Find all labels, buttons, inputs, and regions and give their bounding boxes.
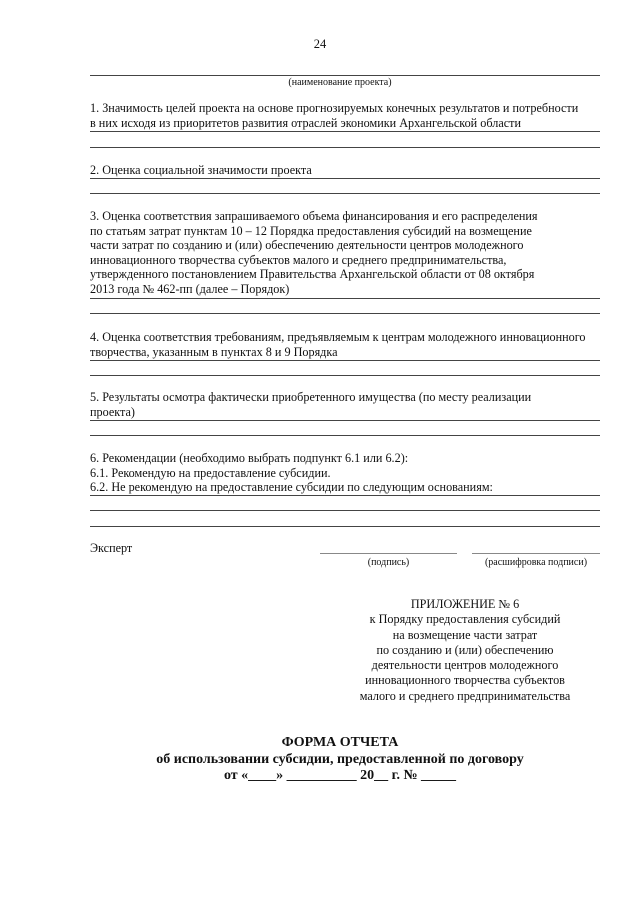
section-3-line: по статьям затрат пунктам 10 – 12 Порядка предоставления субсидий на возмещение (90, 223, 532, 238)
answer-line (90, 510, 600, 511)
answer-line (90, 131, 600, 132)
appendix-line: малого и среднего предпринимательства (359, 688, 571, 703)
section-3-line: 2013 года № 462-пп (далее – Порядок) (90, 281, 290, 296)
answer-line (90, 147, 600, 148)
section-3-line: части затрат по созданию и (или) обеспечению деятельности центров молодежного (90, 238, 524, 253)
section-4-line: 4. Оценка соответствия требованиям, предъявляемым к центрам молодежного инновационного (90, 330, 586, 344)
answer-line (90, 178, 600, 179)
section-1 (90, 101, 605, 130)
answer-line (90, 420, 600, 421)
project-name-line (90, 75, 600, 76)
section-5-line: проекта) (90, 404, 135, 419)
appendix-line: по созданию и (или) обеспечению (376, 642, 554, 657)
appendix-line: инновационного творчества субъектов (365, 673, 565, 688)
appendix-line: на возмещение части затрат (392, 627, 538, 642)
answer-line (90, 435, 600, 436)
form-title-subheading: об использовании субсидии, предоставленной по договору (156, 751, 524, 767)
section-1-line: в них исходя из приоритетов развития отраслей экономики Архангельской области (90, 115, 521, 130)
section-3-line: утвержденного постановлением Правительства Архангельской области от 08 октября (90, 267, 535, 282)
project-name-caption: (наименование проекта) (288, 77, 392, 88)
section-6-line: 6.2. Не рекомендую на предоставление субсидии по следующим основаниям: (90, 480, 493, 495)
appendix-line: деятельности центров молодежного (371, 658, 559, 673)
section-1-line: 1. Значимость целей проекта на основе прогнозируемых конечных результатов и потребности (90, 101, 579, 115)
page-number: 24 (313, 37, 327, 51)
form-title-heading: ФОРМА ОТЧЕТА (281, 735, 399, 750)
signature-line (320, 553, 457, 554)
section-3-line: 3. Оценка соответствия запрашиваемого объема финансирования и его распределения (90, 209, 538, 223)
transcript-line (472, 553, 600, 554)
answer-line (90, 495, 600, 496)
answer-line (90, 313, 600, 314)
section-4-line: творчества, указанным в пунктах 8 и 9 Порядка (90, 344, 338, 359)
section-2 (90, 163, 605, 178)
section-5-line: 5. Результаты осмотра фактически приобретенного имущества (по месту реализации (90, 390, 532, 404)
form-title (0, 735, 640, 785)
section-6-line: 6.1. Рекомендую на предоставление субсидии. (90, 465, 331, 480)
answer-line (90, 298, 600, 299)
section-6 (90, 451, 605, 495)
answer-line (90, 193, 600, 194)
section-2-line: 2. Оценка социальной значимости проекта (90, 163, 312, 177)
form-title-date-number: от «____» __________ 20__ г. № _____ (223, 768, 457, 783)
answer-line (90, 375, 600, 376)
section-5 (90, 390, 605, 419)
section-3 (90, 209, 605, 297)
signature-caption: (подпись) (367, 557, 410, 568)
appendix-heading: ПРИЛОЖЕНИЕ № 6 (410, 597, 520, 611)
section-3-line: инновационного творчества субъектов малого и среднего предпринимательства, (90, 252, 507, 267)
appendix-line: к Порядку предоставления субсидий (369, 612, 561, 627)
section-4 (90, 330, 605, 359)
answer-line (90, 526, 600, 527)
transcript-caption: (расшифровка подписи) (484, 557, 588, 568)
section-6-line: 6. Рекомендации (необходимо выбрать подпункт 6.1 или 6.2): (90, 451, 409, 465)
expert-label: Эксперт (90, 541, 133, 555)
answer-line (90, 360, 600, 361)
appendix-block (330, 597, 600, 704)
